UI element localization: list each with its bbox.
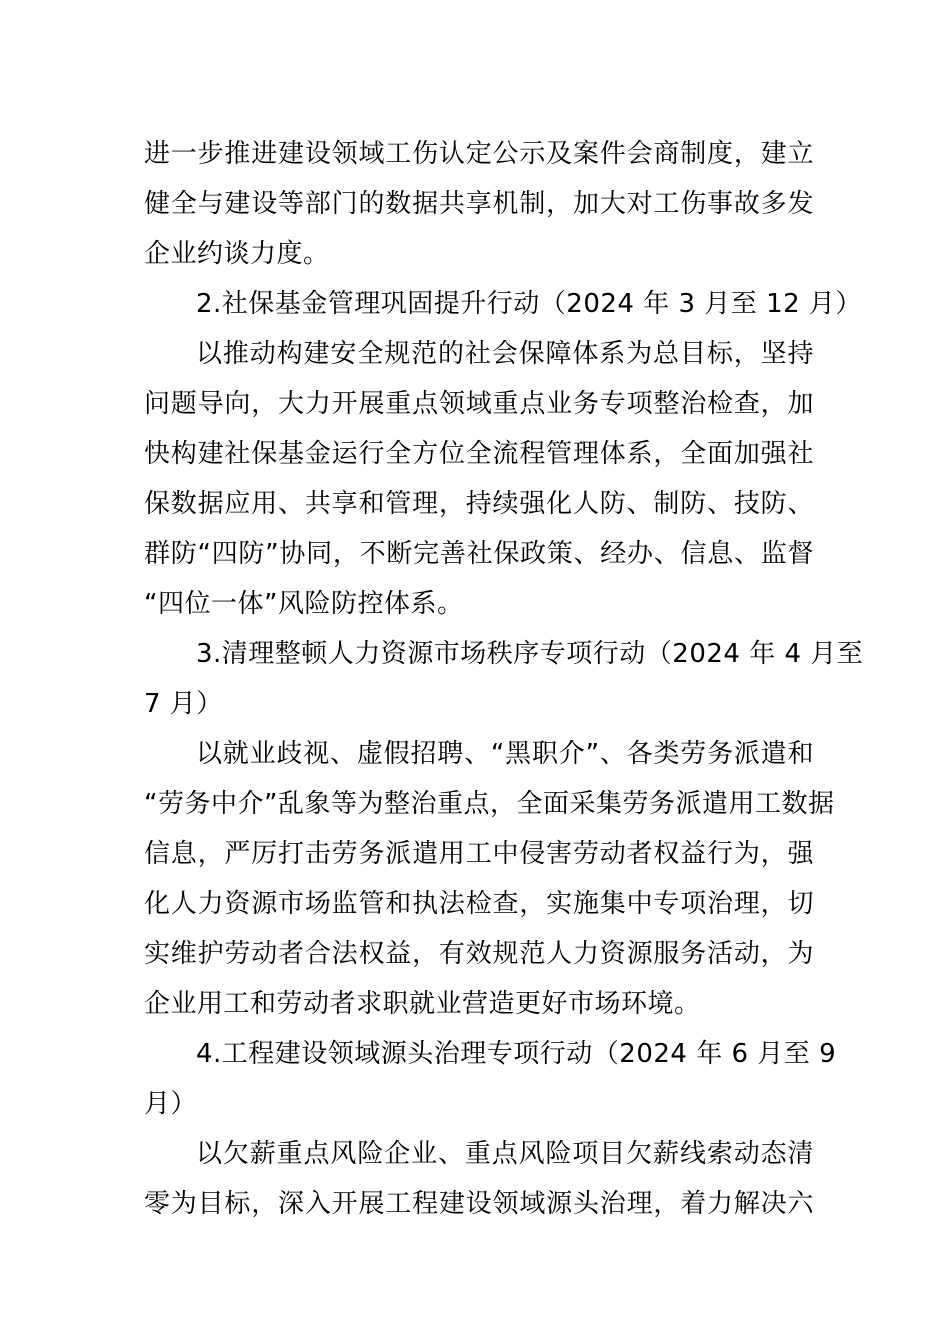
paragraph-line: 以欠薪重点风险企业、重点风险项目欠薪线索动态清 bbox=[196, 1139, 814, 1169]
paragraph-line: “劳务中介”乱象等为整治重点，全面采集劳务派遣用工数据 bbox=[144, 789, 835, 819]
paragraph-line: “四位一体”风险防控体系。 bbox=[144, 589, 464, 619]
section-heading: 4.工程建设领域源头治理专项行动（2024 年 6 月至 9 bbox=[196, 1039, 837, 1069]
paragraph-line: 零为目标，深入开展工程建设领域源头治理，着力解决六 bbox=[144, 1189, 814, 1219]
paragraph-line: 问题导向，大力开展重点领域重点业务专项整治检查，加 bbox=[144, 389, 814, 419]
paragraph-line: 化人力资源市场监管和执法检查，实施集中专项治理，切 bbox=[144, 889, 814, 919]
paragraph-line: 保数据应用、共享和管理，持续强化人防、制防、技防、 bbox=[144, 489, 814, 519]
paragraph-line: 快构建社保基金运行全方位全流程管理体系，全面加强社 bbox=[144, 439, 814, 469]
paragraph-line: 实维护劳动者合法权益，有效规范人力资源服务活动，为 bbox=[144, 939, 814, 969]
paragraph-line: 以推动构建安全规范的社会保障体系为总目标，坚持 bbox=[196, 339, 814, 369]
paragraph-line: 以就业歧视、虚假招聘、“黑职介”、各类劳务派遣和 bbox=[196, 739, 814, 769]
paragraph-line: 企业用工和劳动者求职就业营造更好市场环境。 bbox=[144, 989, 701, 1019]
section-heading: 2.社保基金管理巩固提升行动（2024 年 3 月至 12 月） bbox=[196, 289, 862, 319]
section-heading-continued: 7 月） bbox=[144, 689, 223, 719]
paragraph-line: 健全与建设等部门的数据共享机制，加大对工伤事故多发 bbox=[144, 189, 814, 219]
section-heading-continued: 月） bbox=[144, 1089, 198, 1119]
paragraph-line: 信息，严厉打击劳务派遣用工中侵害劳动者权益行为，强 bbox=[144, 839, 814, 869]
paragraph-line: 企业约谈力度。 bbox=[144, 239, 330, 269]
section-heading: 3.清理整顿人力资源市场秩序专项行动（2024 年 4 月至 bbox=[196, 639, 864, 669]
paragraph-line: 群防“四防”协同，不断完善社保政策、经办、信息、监督 bbox=[144, 539, 814, 569]
paragraph-line: 进一步推进建设领域工伤认定公示及案件会商制度，建立 bbox=[144, 139, 814, 169]
